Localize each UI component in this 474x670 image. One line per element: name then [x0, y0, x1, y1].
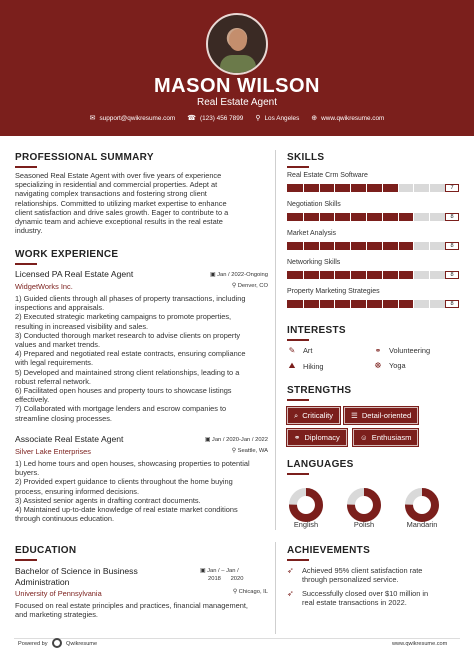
skill-score: 8 — [445, 300, 459, 308]
degree-line: Bachelor of Science in Business — [15, 566, 138, 576]
degree-title — [15, 566, 138, 587]
strength-tag — [287, 429, 347, 446]
bullet: effectively. — [15, 395, 50, 405]
language-donut — [288, 487, 324, 523]
skill-label: Networking Skills — [287, 259, 341, 266]
skill-label: Negotiation Skills — [287, 201, 341, 208]
skill-bar-tick — [303, 184, 304, 192]
smile-icon: ☺ — [360, 433, 368, 442]
strengths-title: STRENGTHS — [287, 385, 352, 396]
candidate-role: Real Estate Agent — [196, 97, 278, 108]
strength-tag — [344, 407, 418, 424]
edu-desc-line: Focused on real estate principles and practices, financial management, — [15, 601, 248, 610]
summary-line: Seasoned Real Estate Agent with over five years of experience — [15, 171, 222, 180]
skill-bar-tick — [366, 242, 367, 250]
interest-hiking — [287, 361, 324, 371]
strength-label: Detail-oriented — [361, 411, 412, 420]
phone-icon: ☎ — [187, 115, 196, 122]
website-text: www.qwikresume.com — [321, 114, 385, 122]
skills-rule — [287, 166, 309, 168]
job-company: WidgetWorks Inc. — [15, 282, 73, 291]
skill-bar-tick — [413, 271, 414, 279]
yoga-icon: ☸ — [374, 361, 382, 370]
summary-line: specializing in residential and commercial properties. Adept at — [15, 180, 218, 190]
skill-score: 8 — [445, 213, 459, 221]
summary-line: navigating complex transactions and fostering strong client — [15, 189, 207, 199]
skill-bar-tick — [429, 242, 430, 250]
skill-bar-tick — [303, 213, 304, 221]
bullet: robust referral network. — [15, 376, 91, 386]
skill-score: 8 — [445, 242, 459, 250]
degree-line: Administration — [15, 576, 70, 587]
achievement-item — [302, 566, 422, 584]
skill-bar-tick — [319, 242, 320, 250]
summary-line: dynamic team and achieve exceptional results in the real estate — [15, 217, 223, 227]
achievements-title: ACHIEVEMENTS — [287, 545, 371, 556]
interest-yoga — [373, 361, 406, 370]
skill-bar-tick — [429, 271, 430, 279]
bullet: values and market trends. — [15, 340, 101, 350]
footer-powered: Powered by — [18, 641, 48, 647]
edu-desc-line: and marketing strategies. — [15, 610, 98, 620]
skill-bar-tick — [334, 271, 335, 279]
bullet: 4) Prepared and negotiated real estate contracts, ensuring compliance — [15, 349, 246, 359]
edu-desc — [15, 601, 248, 619]
skill-bar — [287, 271, 445, 279]
bullet: inspections and appraisals. — [15, 303, 105, 313]
bullet: process, ensuring informed decisions. — [15, 486, 140, 496]
skill-bar-tick — [413, 184, 414, 192]
language-label: Polish — [353, 520, 375, 529]
bullet: 4) Maintained up-to-date knowledge of real estate market conditions — [15, 505, 238, 515]
footer-rule — [14, 638, 460, 639]
language-label: English — [293, 520, 319, 529]
contact-website[interactable] — [311, 114, 384, 122]
school-name: University of Pennsylvania — [15, 589, 102, 598]
bullet: 5) Developed and maintained strong client relationships, leading to a — [15, 367, 240, 377]
bullet: 2) Executed strategic marketing campaigns to promote properties, — [15, 312, 232, 322]
skill-bar-tick — [350, 242, 351, 250]
handshake-icon: ⚭ — [374, 346, 382, 355]
summary-line: client satisfaction and drive sales growth. Eager to contribute to a — [15, 207, 229, 217]
skill-bar-tick — [366, 300, 367, 308]
skill-bar-tick — [319, 213, 320, 221]
interest-volunteering — [373, 346, 430, 355]
phone-text: (123) 456 7899 — [199, 114, 244, 122]
interest-art — [287, 346, 312, 355]
summary-line: relationships. Committed to utilizing market expertise to enhance — [15, 198, 227, 208]
strengths-rule — [287, 399, 309, 401]
bullet: 2) Provided expert guidance to clients throughout the home buying — [15, 477, 233, 487]
achievement-line: Achieved 95% client satisfaction rate — [302, 566, 423, 575]
skill-bar-tick — [398, 242, 399, 250]
language-donut — [404, 487, 440, 523]
skill-bar-tick — [319, 300, 320, 308]
bullet: streamline closing processes. — [15, 413, 112, 423]
skill-score: 8 — [445, 271, 459, 279]
footer-site[interactable]: www.qwikresume.com — [392, 641, 448, 647]
bullet: 3) Conducted thorough market research to advise clients on property — [15, 330, 241, 340]
skill-bar-tick — [334, 300, 335, 308]
job-dates: ▣ Jan / 2022-Ongoing — [209, 272, 268, 278]
skill-bar-tick — [413, 242, 414, 250]
skill-bar-tick — [382, 242, 383, 250]
skill-bar-tick — [429, 213, 430, 221]
interests-title: INTERESTS — [287, 325, 346, 336]
summary-line: industry. — [15, 226, 43, 236]
interest-label: Volunteering — [389, 346, 431, 355]
achievement-line: real estate transactions in 2022. — [302, 598, 407, 608]
achievement-line: Successfully closed over $10 million in — [302, 589, 429, 598]
skill-bar-tick — [319, 271, 320, 279]
work-title: WORK EXPERIENCE — [15, 249, 119, 260]
interest-label: Yoga — [389, 361, 406, 370]
summary-text — [15, 171, 270, 235]
location-text: Los Angeles — [264, 114, 300, 122]
hiking-icon: ⛰ — [288, 361, 296, 370]
skill-bar-tick — [398, 300, 399, 308]
achievement-item — [302, 589, 428, 607]
photo-shirt — [220, 55, 256, 75]
job-title: Licensed PA Real Estate Agent — [15, 269, 134, 279]
skill-bar-tick — [429, 300, 430, 308]
skill-bar-tick — [366, 213, 367, 221]
contact-email[interactable] — [90, 114, 176, 122]
skill-bar-tick — [319, 184, 320, 192]
list-icon: ☰ — [351, 411, 358, 420]
education-title: EDUCATION — [15, 545, 77, 556]
skill-bar-tick — [303, 271, 304, 279]
resume-header — [0, 0, 474, 136]
skill-label: Property Marketing Strategies — [287, 288, 380, 295]
skill-bar — [287, 184, 445, 192]
bullet: through continuous education. — [15, 514, 115, 524]
job-company: Silver Lake Enterprises — [15, 447, 91, 456]
job-location: ⚲ Denver, CO — [231, 283, 268, 289]
strength-label: Diplomacy — [304, 433, 340, 442]
summary-title: PROFESSIONAL SUMMARY — [15, 152, 154, 163]
rocket-icon: ➶ — [287, 589, 294, 598]
summary-rule — [15, 166, 37, 168]
skills-title: SKILLS — [287, 152, 325, 163]
column-divider-1 — [275, 150, 276, 530]
search-icon: ⌕ — [294, 410, 299, 420]
skill-score: 7 — [445, 184, 459, 192]
language-label: Mandarin — [406, 520, 438, 529]
strength-tag — [287, 407, 340, 424]
column-divider-2 — [275, 542, 276, 634]
job-title: Associate Real Estate Agent — [15, 434, 124, 444]
skill-bar-tick — [382, 300, 383, 308]
bullet: resulting in increased visibility and sales. — [15, 321, 149, 331]
skill-bar-tick — [413, 213, 414, 221]
skill-bar — [287, 242, 445, 250]
strength-label: Criticality — [302, 411, 334, 420]
skill-bar-tick — [350, 184, 351, 192]
skill-bar-tick — [350, 213, 351, 221]
interests-rule — [287, 339, 309, 341]
bullet: with legal requirements. — [15, 358, 94, 368]
contact-phone[interactable] — [187, 114, 243, 122]
mail-icon: ✉ — [89, 115, 96, 122]
skill-bar-tick — [398, 271, 399, 279]
skill-bar-tick — [334, 184, 335, 192]
photo-face — [229, 29, 247, 51]
skill-bar-tick — [366, 184, 367, 192]
bullet: 6) Facilitated open houses and property tours to showcase listings — [15, 386, 232, 396]
work-rule — [15, 263, 37, 265]
skill-bar-tick — [382, 271, 383, 279]
skill-bar-tick — [350, 271, 351, 279]
skill-bar — [287, 213, 445, 221]
skill-bar — [287, 300, 445, 308]
edu-location: ⚲ Chicago, IL — [232, 589, 268, 595]
skill-bar-tick — [366, 271, 367, 279]
contact-location — [255, 114, 299, 122]
email-text: support@qwikresume.com — [99, 114, 176, 122]
handshake-icon: ⚭ — [294, 433, 301, 442]
skill-bar-tick — [429, 184, 430, 192]
palette-icon: ✎ — [288, 346, 296, 355]
qwikresume-logo-icon — [52, 638, 62, 648]
skill-bar-tick — [382, 213, 383, 221]
skill-bar-tick — [398, 184, 399, 192]
location-pin-icon: ⚲ — [255, 115, 261, 122]
skill-label: Market Analysis — [287, 230, 337, 237]
skill-bar-tick — [382, 184, 383, 192]
skill-bar-tick — [350, 300, 351, 308]
languages-title: LANGUAGES — [287, 459, 354, 470]
job-bullets — [15, 459, 250, 523]
edu-dates: ▣ Jan / – Jan / 2018 2020 — [200, 568, 244, 582]
candidate-name: MASON WILSON — [154, 75, 320, 97]
job-bullets — [15, 294, 245, 423]
job-dates: ▣ Jan / 2020-Jan / 2022 — [204, 437, 268, 443]
skill-bar-tick — [398, 213, 399, 221]
skill-bar-tick — [334, 242, 335, 250]
bullet: 3) Assisted senior agents in drafting contract documents. — [15, 495, 201, 505]
language-donut — [346, 487, 382, 523]
skill-bar-tick — [303, 242, 304, 250]
education-rule — [15, 559, 37, 561]
skill-bar-tick — [334, 213, 335, 221]
globe-icon: ⊕ — [311, 115, 318, 122]
interest-label: Art — [303, 346, 313, 355]
bullet: 1) Guided clients through all phases of property transactions, including — [15, 294, 246, 303]
languages-rule — [287, 473, 309, 475]
achievement-line: through personalized service. — [302, 575, 399, 585]
rocket-icon: ➶ — [287, 566, 294, 575]
contact-bar — [0, 114, 474, 122]
achievements-rule — [287, 559, 309, 561]
strength-tag — [353, 429, 418, 446]
skill-bar-tick — [303, 300, 304, 308]
interest-label: Hiking — [303, 361, 324, 371]
skill-label: Real Estate Crm Software — [287, 172, 368, 179]
job-location: ⚲ Seattle, WA — [231, 448, 268, 454]
bullet: 7) Collaborated with mortgage lenders and escrow companies to — [15, 404, 227, 414]
profile-photo — [206, 13, 268, 75]
footer-brand[interactable]: Qwikresume — [66, 641, 98, 647]
bullet: buyers. — [15, 468, 40, 478]
strength-label: Enthusiasm — [371, 433, 412, 442]
bullet: 1) Led home tours and open houses, showcasing properties to potential — [15, 459, 250, 468]
skill-bar-tick — [413, 300, 414, 308]
